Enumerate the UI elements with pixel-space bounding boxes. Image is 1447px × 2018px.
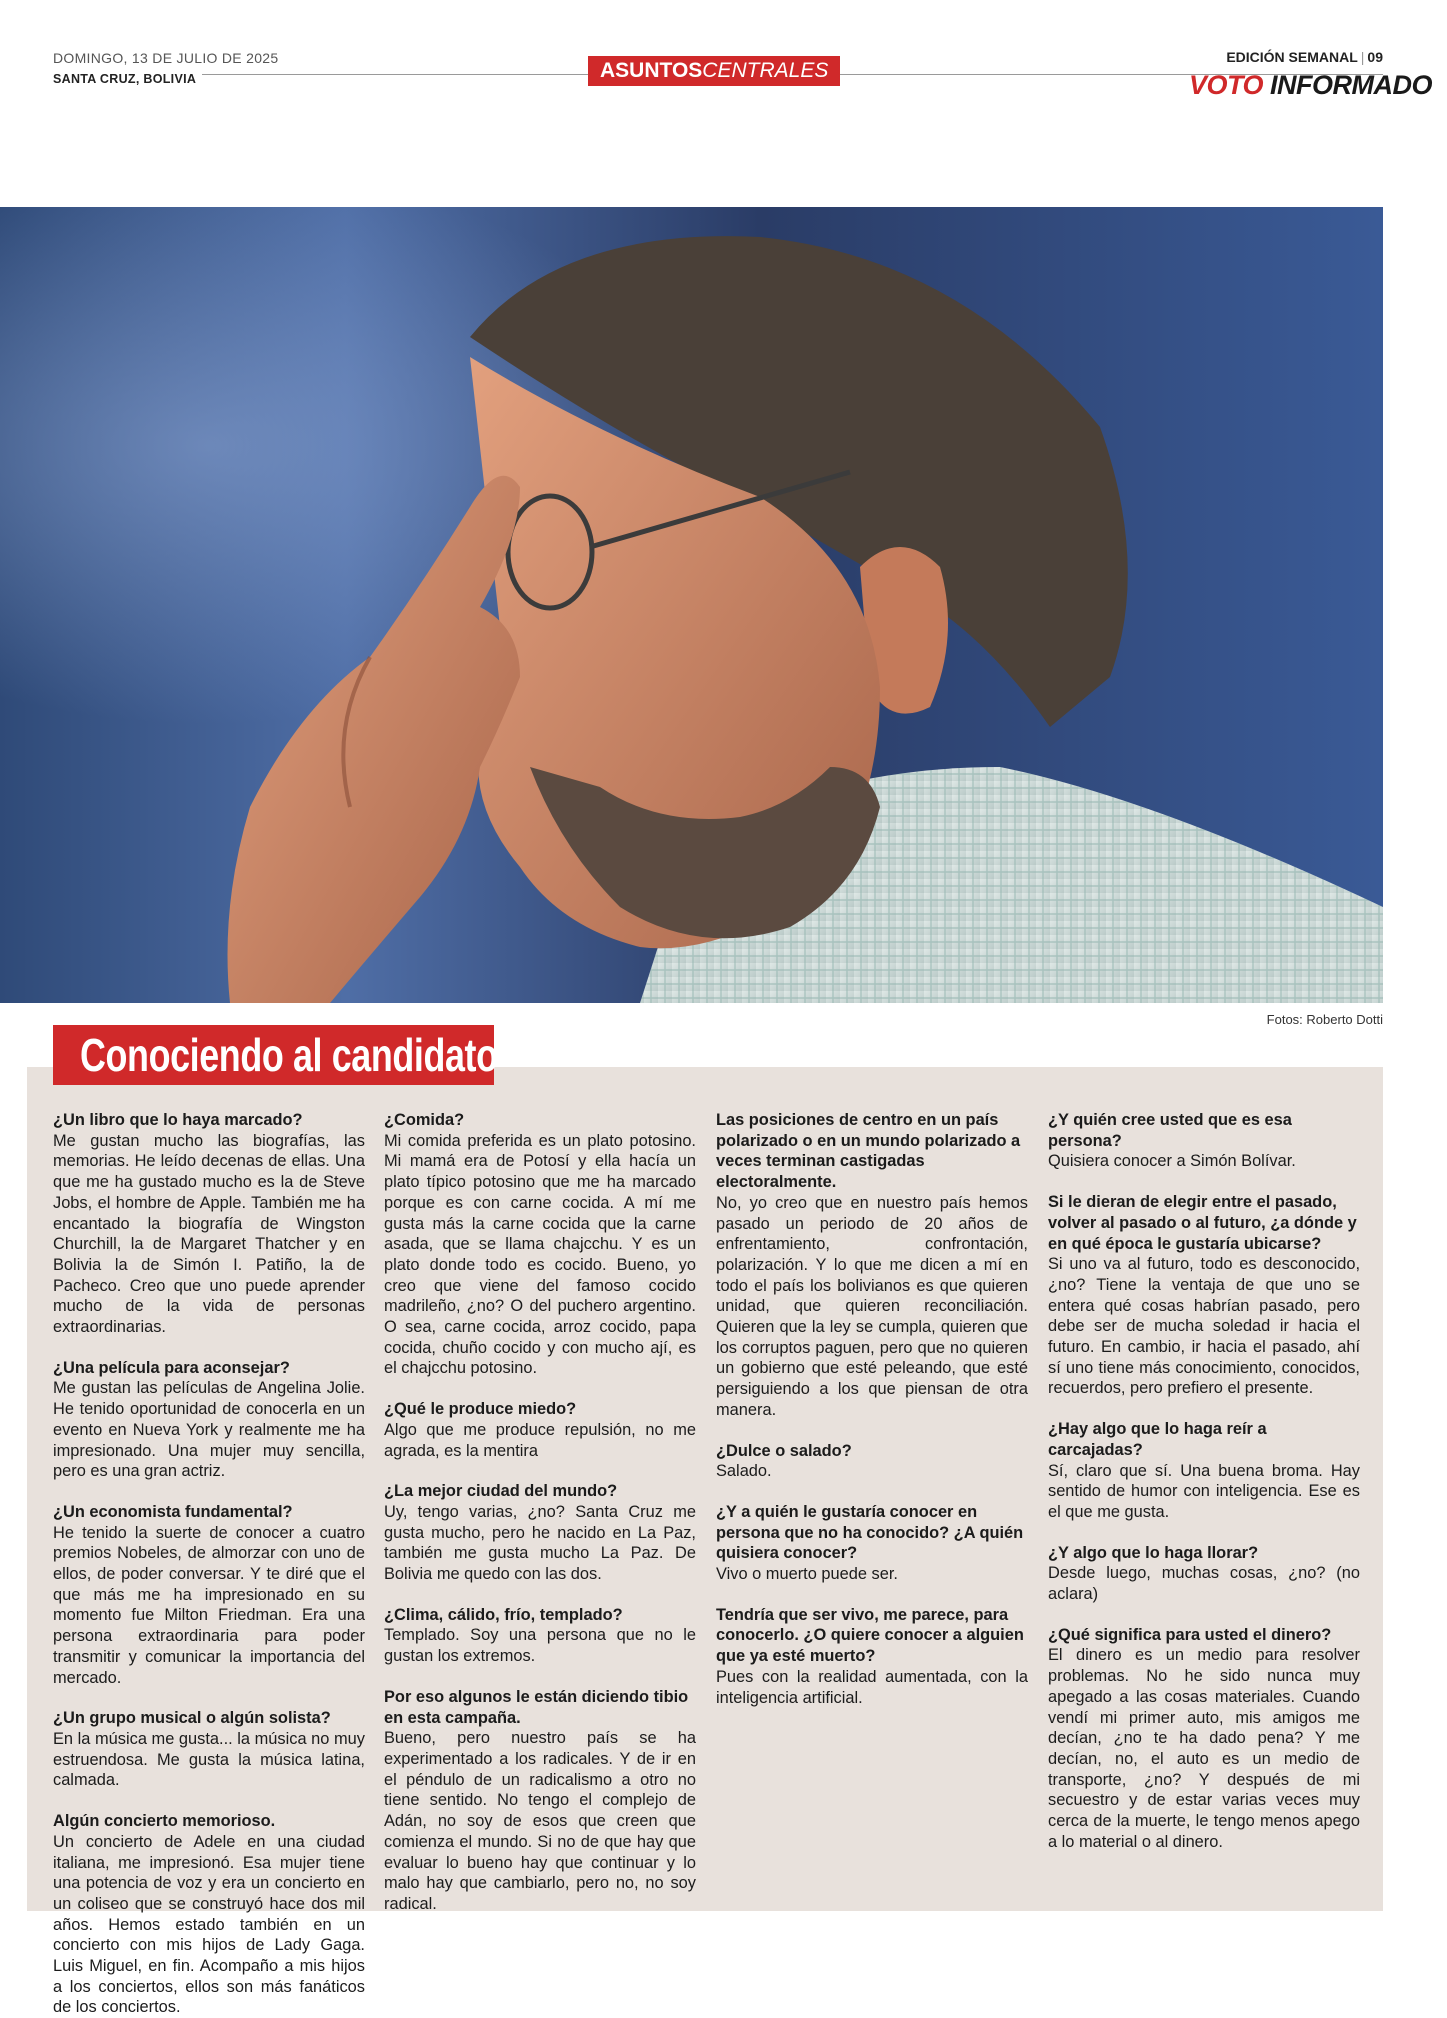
question: Algún concierto memorioso. (53, 1812, 276, 1831)
section-label-bold: ASUNTOS (600, 59, 703, 82)
qa-item (384, 1399, 696, 1461)
question: ¿Y algo que lo haga llorar? (1048, 1543, 1259, 1562)
question: ¿Un grupo musical o algún solista? (53, 1709, 331, 1728)
article-title-box (53, 1025, 498, 1085)
answer: Sí, claro que sí. Una buena broma. Hay sentido de humor con inteligencia. Ese es el que me gusta. (1048, 1461, 1360, 1521)
answer: Vivo o muerto puede ser. (716, 1565, 898, 1584)
qa-item (53, 1110, 365, 1338)
article-column-3 (716, 1110, 1028, 1900)
qa-item (1048, 1419, 1360, 1523)
qa-item (716, 1110, 1028, 1421)
candidate-photo (0, 207, 1383, 1003)
qa-item (53, 1358, 365, 1482)
question: ¿Qué significa para usted el dinero? (1048, 1625, 1332, 1644)
header-city: SANTA CRUZ, BOLIVIA (53, 72, 202, 86)
photo-credit: Fotos: Roberto Dotti (1266, 1012, 1383, 1027)
answer: Un concierto de Adele en una ciudad italiana, me impresionó. Esa mujer tiene una potencia de voz y era un concierto en un coliseo que se construyó hace dos mil años. Hemos estado también en un concierto con mis hijos de Lady Gaga. Luis Miguel, en fin. Acompaño a mis hijos a los conciertos, ellos son más fanáticos de los conciertos. (53, 1832, 365, 2017)
qa-item (53, 1811, 365, 2018)
edition-text: EDICIÓN SEMANAL (1226, 49, 1358, 65)
qa-item (53, 1708, 365, 1791)
section-label-italic: CENTRALES (702, 59, 829, 82)
article-column-4 (1048, 1110, 1360, 1900)
qa-item (384, 1687, 696, 1915)
edition-label (1226, 49, 1383, 65)
qa-item (1048, 1625, 1360, 1853)
question: ¿Hay algo que lo haga reír a carcajadas? (1048, 1420, 1267, 1459)
answer: Me gustan mucho las biografías, las memorias. He leído decenas de ellas. Una que me ha gustado mucho es la de Steve Jobs, el hombre de Apple. También me ha encantado la biografía de Wingston Churchill, la de Margaret Thatcher y en Bolivia la de Simón I. Patiño, la de Pacheco. Creo que uno puede aprender mucho de la vida de personas extraordinarias. (53, 1131, 365, 1337)
answer: Quisiera conocer a Simón Bolívar. (1048, 1152, 1296, 1171)
article-column-1 (53, 1110, 365, 2017)
answer: He tenido la suerte de conocer a cuatro premios Nobeles, de almorzar con uno de ellos, de poder conversar. Y te diré que el que más me ha impresionado en su momento fue Milton Friedman. Era una persona extraordinaria para poder transmitir y comunicar la importancia del mercado. (53, 1523, 365, 1687)
qa-item (1048, 1110, 1360, 1172)
article-column-2 (384, 1110, 696, 1913)
answer: Algo que me produce repulsión, no me agrada, es la mentira (384, 1420, 696, 1460)
question: Por eso algunos le están diciendo tibio en esta campaña. (384, 1687, 689, 1727)
question: ¿Y a quién le gustaría conocer en persona que no ha conocido? ¿A quién quisiera conocer? (716, 1502, 1024, 1563)
question: ¿Qué le produce miedo? (384, 1400, 577, 1419)
qa-item (716, 1441, 1028, 1482)
question: ¿La mejor ciudad del mundo? (384, 1482, 618, 1501)
answer: Uy, tengo varias, ¿no? Santa Cruz me gusta mucho, pero he nacido en La Paz, también me gusta mucho La Paz. De Bolivia me quedo con las dos. (384, 1502, 696, 1584)
answer: Pues con la realidad aumentada, con la inteligencia artificial. (716, 1667, 1028, 1707)
informado-word: INFORMADO (1270, 70, 1432, 100)
answer: Templado. Soy una persona que no le gustan los extremos. (384, 1626, 696, 1666)
answer: En la música me gusta... la música no muy estruendosa. Me gusta la música latina, calmada. (53, 1729, 365, 1790)
question: ¿Clima, cálido, frío, templado? (384, 1605, 623, 1624)
question: Si le dieran de elegir entre el pasado, volver al pasado o al futuro, ¿a dónde y en qué época le gustaría ubicarse? (1048, 1193, 1357, 1253)
article-title: Conociendo al candidato (80, 1029, 498, 1081)
question: Las posiciones de centro en un país polarizado o en un mundo polarizado a veces terminan castigadas electoralmente. (716, 1111, 1021, 1192)
page-number: 09 (1367, 49, 1383, 65)
answer: Salado. (716, 1462, 772, 1481)
answer: Me gustan las películas de Angelina Jolie. He tenido oportunidad de conocerla en un evento en Nueva York y realmente me ha impresionado. Una mujer muy sencilla, pero es una gran actriz. (53, 1379, 365, 1481)
answer: Si uno va al futuro, todo es desconocido, ¿no? Tiene la ventaja de que uno se entera qué cosas habrían pasado, pero debe ser de mucha soledad ir hacia el futuro. En cambio, ir hacia el pasado, ahí sí uno tiene más conocimiento, conocidos, recuerdos, pero prefiero el presente. (1048, 1255, 1360, 1398)
answer: Desde luego, muchas cosas, ¿no? (no aclara) (1048, 1564, 1360, 1604)
section-label (588, 56, 840, 86)
question: ¿Comida? (384, 1111, 465, 1129)
question: Tendría que ser vivo, me parece, para conocerlo. ¿O quiere conocer a alguien que ya esté muerto? (716, 1605, 1024, 1666)
question: ¿Una película para aconsejar? (53, 1358, 290, 1377)
question: ¿Y quién cree usted que es esa persona? (1048, 1111, 1292, 1150)
qa-item (384, 1110, 696, 1379)
answer: Mi comida preferida es un plato potosino. Mi mamá era de Potosí y ella hacía un plato típico potosino que me ha marcado porque es con carne cocida. A mí me gusta más la carne cocida que la carne asada, que se llama chajcchu. Y es un plato donde todo es cocido. Bueno, yo creo que viene del famoso cocido madrileño, ¿no? O del puchero argentino. O sea, carne cocida, arroz cocido, papa cocida, chuño cocido y con mucho ají, es el chajcchu potosino. (384, 1131, 696, 1378)
question: ¿Un libro que lo haya marcado? (53, 1111, 303, 1129)
qa-item (1048, 1192, 1360, 1399)
question: ¿Un economista fundamental? (53, 1502, 293, 1521)
edition-separator: | (1360, 49, 1365, 65)
answer: Bueno, pero nuestro país se ha experimentado a los radicales. Y de ir en el péndulo de un radicalismo a otro no tiene sentido. No tengo el complejo de Adán, no soy de esos que creen que comienza el mundo. Si no de que hay que evaluar lo bueno hay que continuar y lo malo hay que cambiarlo, pero no, no soy radical. (384, 1729, 696, 1913)
qa-item (384, 1481, 696, 1585)
voto-informado-logo (1189, 70, 1432, 101)
qa-item (384, 1605, 696, 1667)
qa-item (53, 1502, 365, 1688)
question: ¿Dulce o salado? (716, 1441, 852, 1460)
qa-item (716, 1502, 1028, 1585)
answer: El dinero es un medio para resolver problemas. No he sido nunca muy apegado a las cosas materiales. Cuando vendí mi primer auto, mis amigos me decían, ¿no te ha dado pena? Y me decían, no, el auto es un medio de transporte, ¿no? Y después de mi secuestro y de estar varias veces muy cerca de la muerte, le tengo menos apego a lo material o al dinero. (1048, 1646, 1360, 1851)
qa-item (716, 1605, 1028, 1709)
answer: No, yo creo que en nuestro país hemos pasado un periodo de 20 años de enfrentamiento, confrontación, polarización. Y lo que me dicen a mí en todo el país los bolivianos es que quieren unidad, que quieren reconciliación. Quieren que la ley se cumpla, quieren que los corruptos paguen, pero que no quieren un gobierno que esté peleando, que esté persiguiendo a los que piensan de otra manera. (716, 1193, 1028, 1419)
header-date: DOMINGO, 13 DE JULIO DE 2025 (53, 50, 279, 66)
qa-item (1048, 1543, 1360, 1605)
voto-word: VOTO (1188, 70, 1263, 100)
